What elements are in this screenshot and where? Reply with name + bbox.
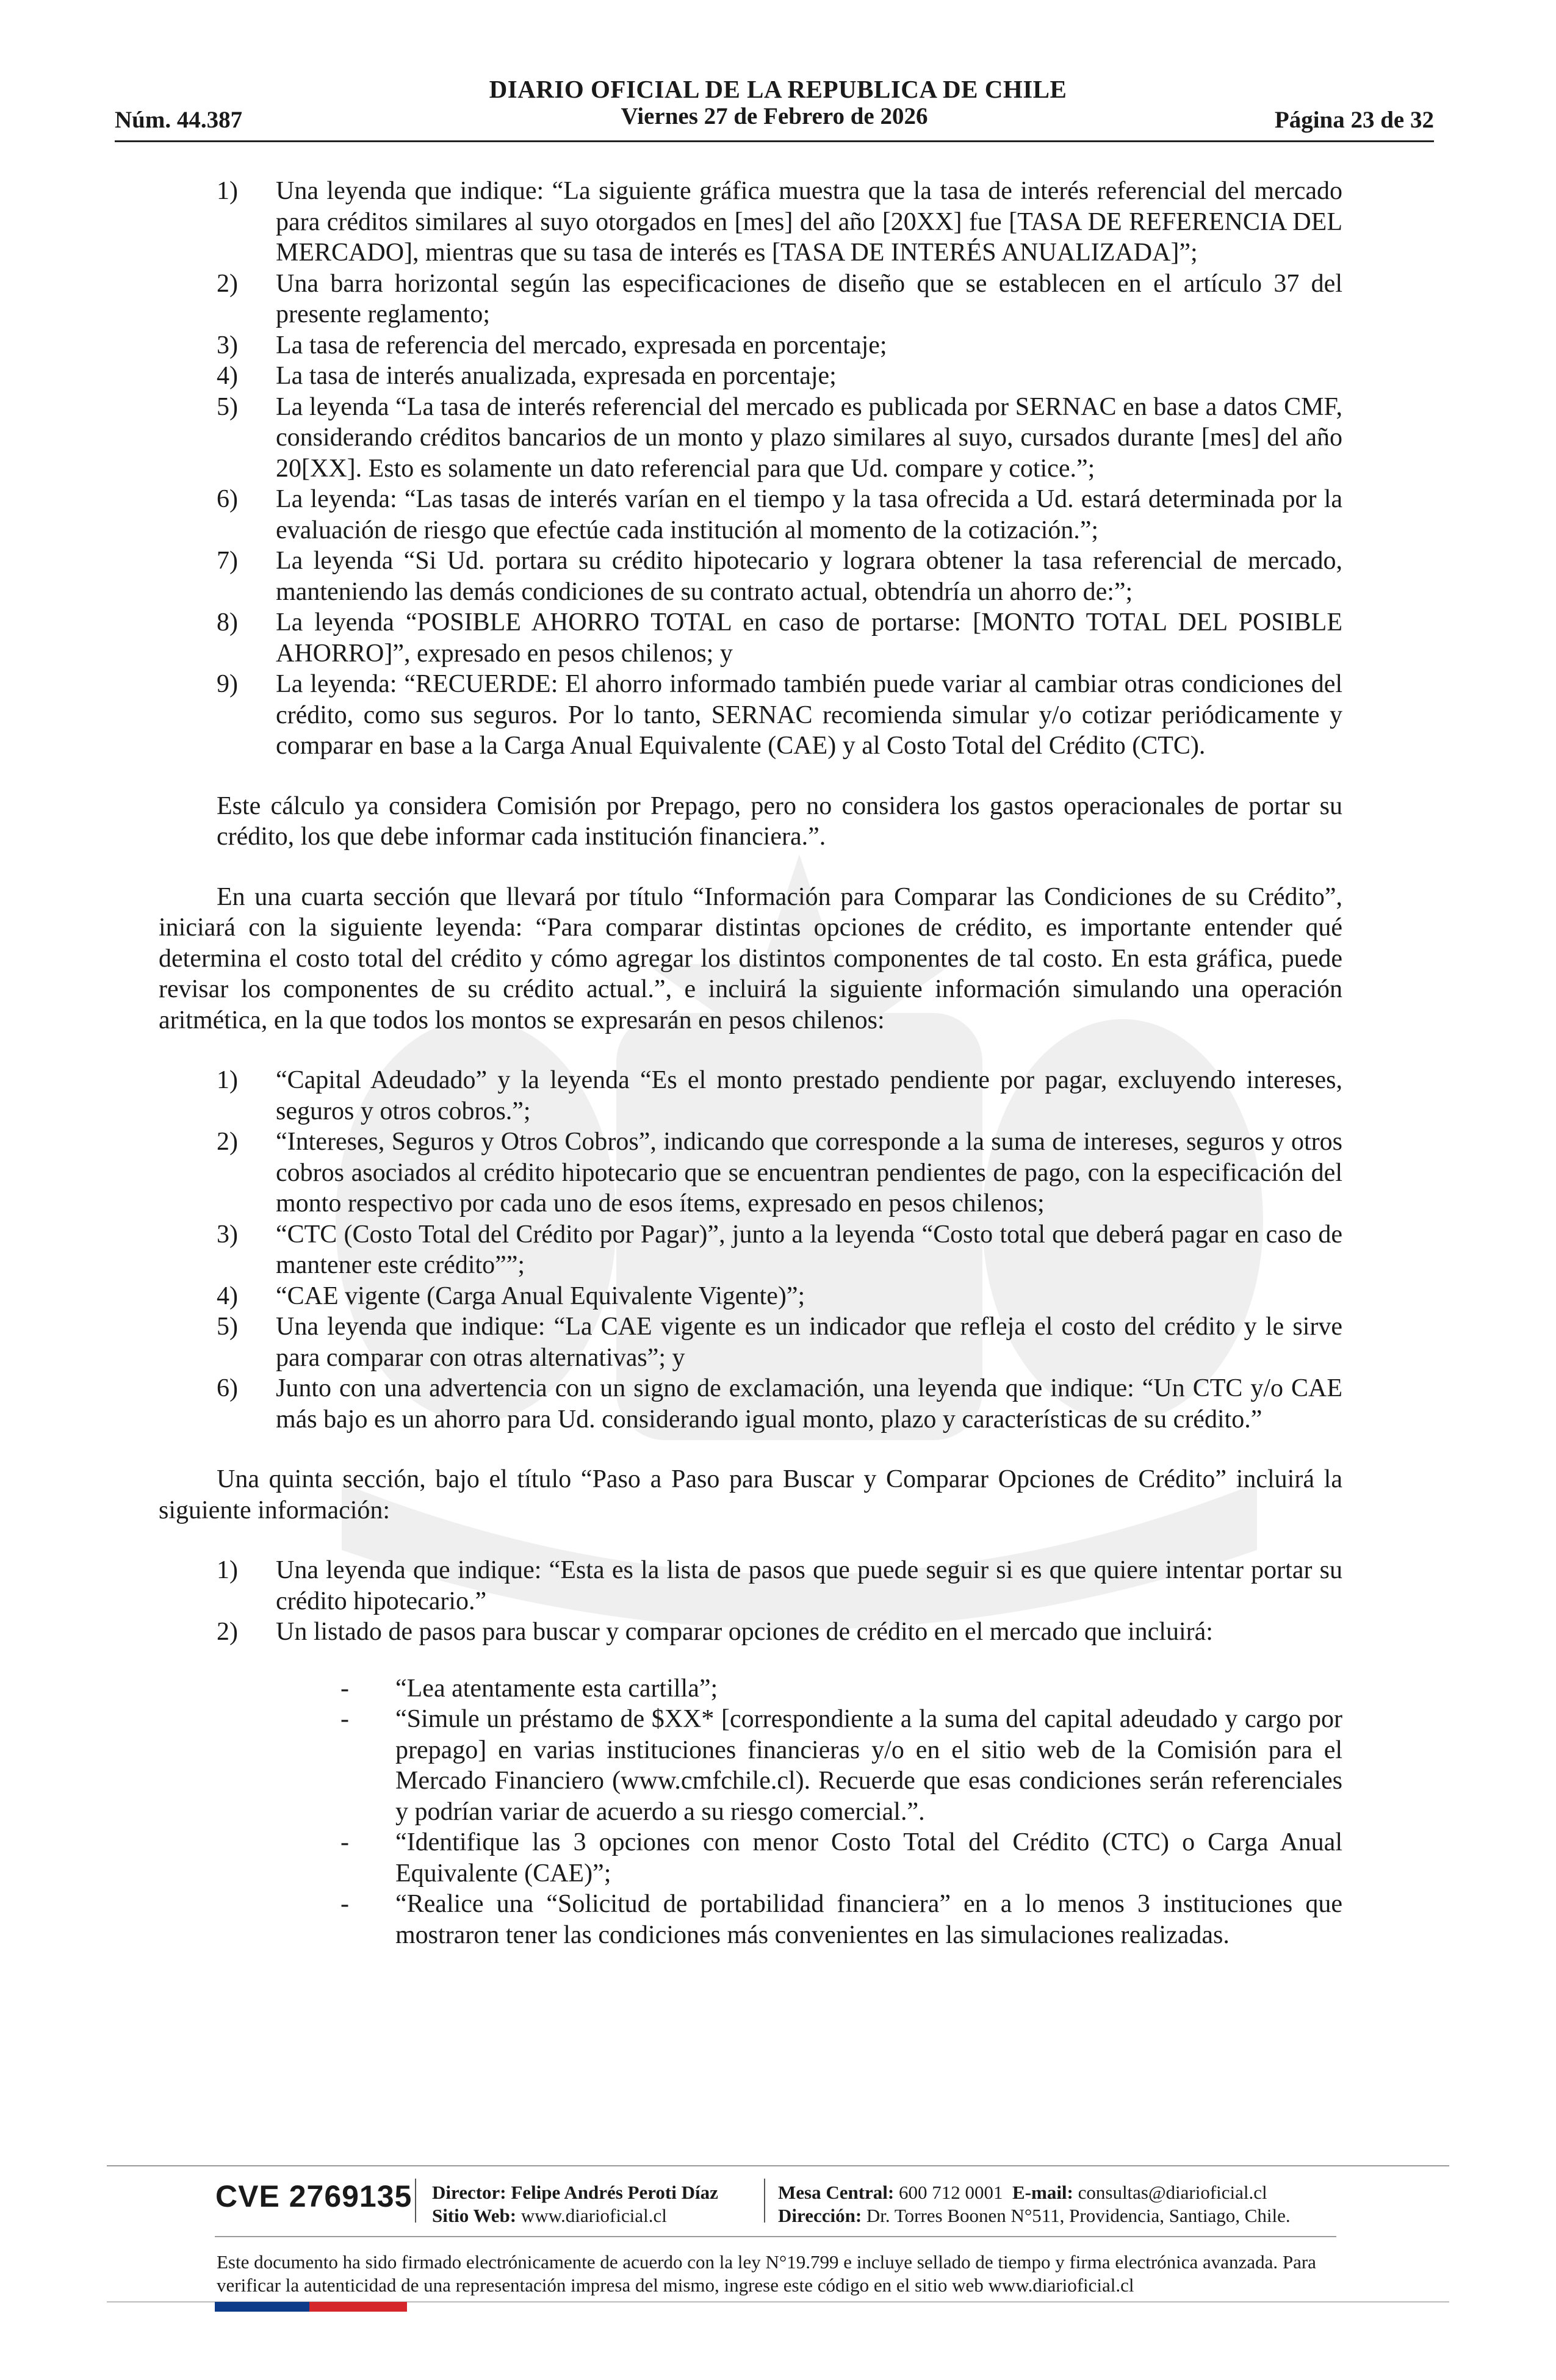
item-text: “Identifique las 3 opciones con menor Costo Total del Crédito (CTC) o Carga Anual Equivalente (CAE)”; — [395, 1828, 1342, 1888]
web-label: Sitio Web: — [432, 2205, 517, 2226]
page-number: Página 23 de 32 — [1274, 107, 1434, 133]
header-divider — [115, 140, 1434, 142]
mesa-label: Mesa Central: — [778, 2182, 895, 2203]
item-number: 1) — [217, 1066, 238, 1094]
item-dash: - — [340, 1890, 349, 1918]
address-label: Dirección: — [778, 2205, 862, 2226]
document-body — [159, 176, 1342, 1950]
item-number: 2) — [217, 269, 238, 298]
item-number: 3) — [217, 331, 238, 359]
footer-divider-2 — [215, 2236, 1336, 2237]
item-dash: - — [340, 1705, 349, 1733]
item-dash: - — [340, 1674, 349, 1703]
list-item — [340, 1704, 1342, 1827]
list-item — [217, 1127, 1342, 1219]
list-item — [217, 1219, 1342, 1281]
list-item — [217, 361, 1342, 392]
list-item — [217, 1373, 1342, 1435]
issue-number: Núm. 44.387 — [115, 107, 243, 133]
paragraph-fifth-section: Una quinta sección, bajo el título “Paso a Paso para Buscar y Comparar Opciones de Crédito” incluirá la siguiente información: — [159, 1465, 1342, 1524]
item-number: 9) — [217, 670, 238, 698]
item-dash: - — [340, 1828, 349, 1856]
item-number: 5) — [217, 392, 238, 421]
item-number: 2) — [217, 1618, 238, 1646]
list-fifth-section — [217, 1555, 1342, 1648]
footer-director-block — [432, 2181, 718, 2227]
item-text: La tasa de interés anualizada, expresada en porcentaje; — [276, 362, 837, 390]
item-number: 3) — [217, 1220, 238, 1249]
list-steps — [340, 1673, 1342, 1951]
item-number: 6) — [217, 485, 238, 513]
item-text: “CAE vigente (Carga Anual Equivalente Vigente)”; — [276, 1282, 805, 1310]
header-row — [115, 103, 1434, 133]
item-text: La leyenda: “Las tasas de interés varían en el tiempo y la tasa ofrecida a Ud. estará determinada por la evaluación de riesgo que efectúe cada institución al momento de la cotización.”; — [276, 485, 1342, 544]
item-text: Junto con una advertencia con un signo de exclamación, una leyenda que indique: “Un CTC y/o CAE más bajo es un ahorro para Ud. considerando igual monto, plazo y características de su crédito.” — [276, 1374, 1342, 1433]
item-text: La tasa de referencia del mercado, expresada en porcentaje; — [276, 331, 887, 359]
item-text: “CTC (Costo Total del Crédito por Pagar)”, junto a la leyenda “Costo total que deberá pagar en caso de mantener este crédito””; — [276, 1220, 1342, 1279]
item-text: Una barra horizontal según las especificaciones de diseño que se establecen en el artículo 37 del presente reglamento; — [276, 269, 1342, 328]
item-text: La leyenda “POSIBLE AHORRO TOTAL en caso de portarse: [MONTO TOTAL DEL POSIBLE AHORRO]”, expresado en pesos chilenos; y — [276, 608, 1342, 668]
item-number: 1) — [217, 1556, 238, 1584]
mesa-phone: 600 712 0001 — [899, 2182, 1003, 2203]
item-text: “Capital Adeudado” y la leyenda “Es el monto prestado pendiente por pagar, excluyendo intereses, seguros y otros cobros.”; — [276, 1066, 1342, 1125]
item-number: 5) — [217, 1313, 238, 1341]
item-text: La leyenda “Si Ud. portara su crédito hipotecario y lograra obtener la tasa referencial de mercado, manteniendo las demás condiciones de su contrato actual, obtendría un ahorro de:”; — [276, 547, 1342, 606]
list-item — [217, 1617, 1342, 1648]
director-name: Felipe Andrés Peroti Díaz — [511, 2182, 718, 2203]
list-item — [217, 392, 1342, 485]
item-text: La leyenda “La tasa de interés referencial del mercado es publicada por SERNAC en base a datos CMF, considerando créditos bancarios de un monto y plazo similares al suyo, cursados durante [mes] del año 20[XX]. Esto es solamente un dato referencial para que Ud. compare y cotice.”; — [276, 392, 1342, 483]
item-text: Una leyenda que indique: “La CAE vigente es un indicador que refleja el costo del crédito y le sirve para comparar con otras alternativas”; y — [276, 1313, 1342, 1372]
list-item — [217, 269, 1342, 330]
list-item — [217, 484, 1342, 546]
paragraph-prepago: Este cálculo ya considera Comisión por Prepago, pero no considera los gastos operacionales de portar su crédito, los que debe informar cada institución financiera.”. — [217, 792, 1342, 851]
legal-notice: Este documento ha sido firmado electrónicamente de acuerdo con la ley N°19.799 e incluye sellado de tiempo y firma electrónica avanzada. Para verificar la autenticidad de una representación impresa del mismo, ingrese este código en el sitio web www.diarioficial.cl — [217, 2251, 1316, 2296]
item-number: 2) — [217, 1128, 238, 1156]
director-label: Director: — [432, 2182, 506, 2203]
list-item — [217, 669, 1342, 762]
item-text: “Realice una “Solicitud de portabilidad financiera” en a lo menos 3 instituciones que mostraron tener las condiciones más convenientes en las simulaciones realizadas. — [395, 1890, 1342, 1949]
email-link[interactable]: consultas@diarioficial.cl — [1078, 2182, 1267, 2203]
item-number: 4) — [217, 1282, 238, 1310]
item-number: 6) — [217, 1374, 238, 1402]
list-item — [217, 1311, 1342, 1373]
item-text: “Lea atentamente esta cartilla”; — [395, 1674, 718, 1703]
flag-stripe — [215, 2302, 407, 2312]
item-text: Una leyenda que indique: “La siguiente gráfica muestra que la tasa de interés referencial del mercado para créditos similares al suyo otorgados en [mes] del año [20XX] fue [TASA DE REFERENCIA DEL MERCADO], mientras que su tasa de interés es [TASA DE INTERÉS ANUALIZADA]”; — [276, 177, 1342, 267]
item-number: 4) — [217, 362, 238, 390]
item-number: 8) — [217, 608, 238, 636]
list-third-section — [217, 176, 1342, 762]
list-fourth-section — [217, 1065, 1342, 1435]
footer-separator — [415, 2179, 416, 2223]
cve-code: CVE 2769135 — [215, 2179, 412, 2213]
item-text: “Intereses, Seguros y Otros Cobros”, indicando que corresponde a la suma de intereses, seguros y otros cobros asociados al crédito hipotecario que se encuentran pendientes de pago, con la especificación del monto respectivo por cada uno de esos ítems, expresado en pesos chilenos; — [276, 1128, 1342, 1217]
list-item — [217, 607, 1342, 669]
list-item — [217, 330, 1342, 361]
list-item — [217, 176, 1342, 269]
email-label: E-mail: — [1012, 2182, 1073, 2203]
item-number: 1) — [217, 177, 238, 205]
footer-separator — [764, 2179, 765, 2223]
list-item — [217, 1281, 1342, 1312]
item-text: La leyenda: “RECUERDE: El ahorro informado también puede variar al cambiar otras condiciones del crédito, como sus seguros. Por lo tanto, SERNAC recomienda simular y/o cotizar periódicamente y comparar en base a la Carga Anual Equivalente (CAE) y al Costo Total del Crédito (CTC). — [276, 670, 1342, 760]
item-text: Una leyenda que indique: “Esta es la lista de pasos que puede seguir si es que quiere intentar portar su crédito hipotecario.” — [276, 1556, 1342, 1615]
item-text: “Simule un préstamo de $XX* [correspondiente a la suma del capital adeudado y cargo por prepago] en varias instituciones financieras y/o en el sitio web de la Comisión para el Mercado Financiero (www.cmfchile.cl). Recuerde que esas condiciones serán referenciales y podrían variar de acuerdo a su riesgo comercial.”. — [395, 1705, 1342, 1826]
item-number: 7) — [217, 547, 238, 575]
item-text: Un listado de pasos para buscar y comparar opciones de crédito en el mercado que incluirá: — [276, 1618, 1213, 1646]
issue-date: Viernes 27 de Febrero de 2026 — [621, 103, 928, 129]
address-text: Dr. Torres Boonen N°511, Providencia, Santiago, Chile. — [866, 2205, 1291, 2226]
list-item — [340, 1827, 1342, 1889]
flag-blue-stripe — [215, 2302, 309, 2312]
list-item — [217, 546, 1342, 607]
newspaper-title: DIARIO OFICIAL DE LA REPUBLICA DE CHILE — [489, 75, 1067, 103]
list-item — [340, 1889, 1342, 1950]
footer-contact-block — [778, 2181, 1291, 2227]
list-item — [340, 1673, 1342, 1704]
list-item — [217, 1065, 1342, 1127]
list-item — [217, 1555, 1342, 1617]
footer-divider — [107, 2165, 1449, 2166]
flag-red-stripe — [309, 2302, 407, 2312]
web-link[interactable]: www.diarioficial.cl — [520, 2205, 667, 2226]
paragraph-fourth-section: En una cuarta sección que llevará por título “Información para Comparar las Condiciones de su Crédito”, iniciará con la siguiente leyenda: “Para comparar distintas opciones de crédito, es importante entender qué determina el costo total del crédito y cómo agregar los distintos componentes de tal costo. En esta gráfica, puede revisar los componentes de su crédito actual.”, e incluirá la siguiente información simulando una operación aritmética, en la que todos los montos se expresarán en pesos chilenos: — [159, 882, 1342, 1034]
